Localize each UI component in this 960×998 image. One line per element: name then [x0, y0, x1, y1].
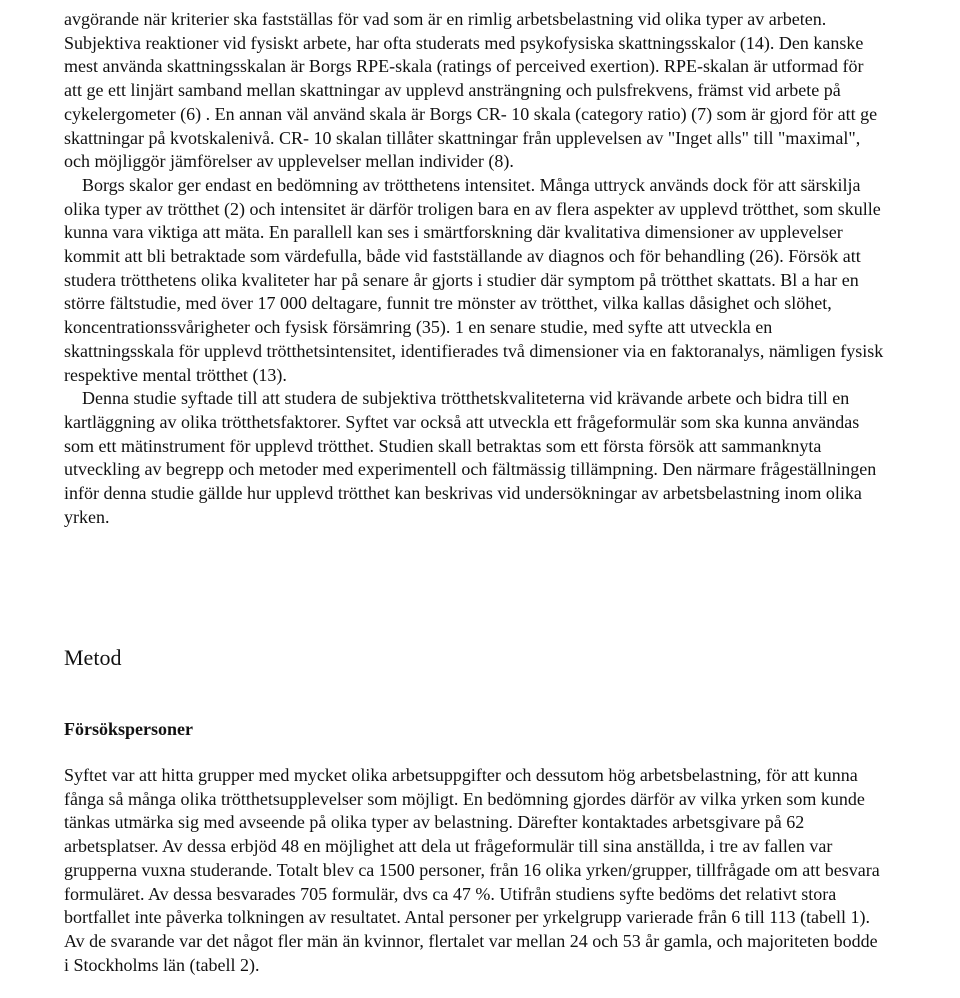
intro-text-block [64, 8, 884, 529]
paragraph-fatigue-qualities: Borgs skalor ger endast en bedömning av trötthetens intensitet. Många uttryck används dock för att särskilja olika typer av trötthet (2) och intensitet är därför troligen bara en av flera aspekter av upplevd trötthet, som skulle kunna vara viktiga att mäta. En parallell kan ses i smärtforskning där kvalitativa dimensioner av upplevelser kommit att bli betraktade som värdefulla, både vid fastställande av diagnos och för behandling (26). Försök att studera trötthetens olika kvaliteter har på senare år gjorts i studier där symptom på trötthet skattats. Bl a har en större fältstudie, med över 17 000 deltagare, funnit tre mönster av trötthet, vilka kallas dåsighet och slöhet, koncentrationssvårigheter och fysisk försämring (35). 1 en senare studie, med syfte att utveckla en skattningsskala för upplevd trötthetsintensitet, identifierades två dimensioner via en faktoranalys, nämligen fysisk respektive mental trötthet (13). [64, 174, 884, 385]
participants-text-block [64, 764, 884, 977]
paragraph-rating-scales: avgörande när kriterier ska fastställas för vad som är en rimlig arbetsbelastning vid olika typer av arbeten. Subjektiva reaktioner vid fysiskt arbete, har ofta studerats med psykofysiska skattningsskalor (14). Den kanske mest använda skattningsskalan är Borgs RPE-skala (ratings of perceived exertion). RPE-skalan är utformad för att ge ett linjärt samband mellan skattningar av upplevd ansträngning och pulsfrekvens, främst vid arbete på cykelergometer (6) . En annan väl använd skala är Borgs CR- 10 skala (category ratio) (7) som är gjord för att ge skattningar på kvotskalenivå. CR- 10 skalan tillåter skattningar från upplevelsen av "Inget alls" till "maximal", och möjliggör jämförelser av upplevelser mellan individer (8). [64, 9, 878, 172]
section-heading-method: Metod [64, 645, 122, 670]
paragraph-participants: Syftet var att hitta grupper med mycket olika arbetsuppgifter och dessutom hög arbetsbelastning, för att kunna fånga så många olika trötthetsupplevelser som möjligt. En bedömning gjordes därför av vilka yrken som kunde tänkas utmärka sig med avseende på olika typer av belastning. Därefter kontaktades arbetsgivare på 62 arbetsplatser. Av dessa erbjöd 48 en möjlighet att dela ut frågeformulär till sina anställda, i tre av fallen var grupperna vuxna studerande. Totalt blev ca 1500 personer, från 16 olika yrken/grupper, tillfrågade om att besvara formuläret. Av dessa besvarades 705 formulär, dvs ca 47 %. Utifrån studiens syfte bedöms det relativt stora bortfallet inte påverka tolkningen av resultatet. Antal personer per yrkelgrupp varierade från 6 till 113 (tabell 1). Av de svarande var det något fler män än kvinnor, flertalet var mellan 24 och 53 år gamla, och majoriteten bodde i Stockholms län (tabell 2). [64, 765, 880, 975]
paragraph-study-aim: Denna studie syftade till att studera de subjektiva trötthetskvaliteterna vid krävande arbete och bidra till en kartläggning av olika trötthetsfaktorer. Syftet var också att utveckla ett frågeformulär som ska kunna användas som ett mätinstrument för upplevd trötthet. Studien skall betraktas som ett första försök att sammanknyta utveckling av begrepp och metoder med experimentell och fältmässig tillämpning. Den närmare frågeställningen inför denna studie gällde hur upplevd trötthet kan beskrivas vid undersökningar av arbetsbelastning inom olika yrken. [64, 388, 877, 527]
subsection-heading-participants: Försökspersoner [64, 719, 193, 739]
